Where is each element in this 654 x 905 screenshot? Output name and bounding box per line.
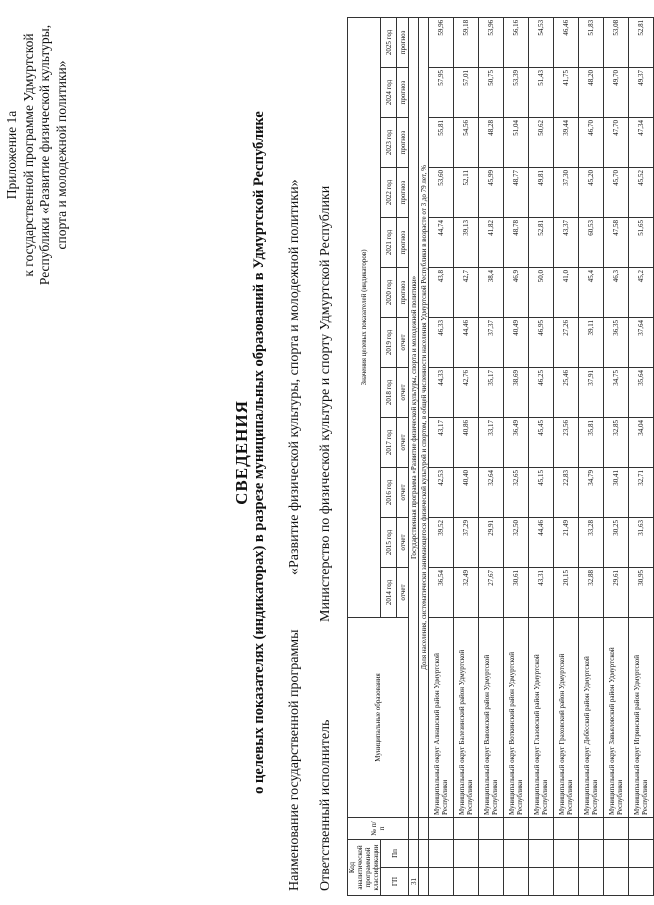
value-cell: 32,49	[454, 568, 479, 618]
document-subtitle: о целевых показателях (индикаторах) в разрезе муниципальных образований в Удмуртской Республике	[251, 111, 267, 794]
year-header: 2020 год	[381, 268, 397, 318]
value-cell: 38,69	[504, 368, 529, 418]
value-cell: 50,62	[529, 118, 554, 168]
value-cell: 52,11	[454, 168, 479, 218]
value-cell: 23,56	[554, 418, 579, 468]
value-cell: 27,26	[554, 318, 579, 368]
value-cell: 35,81	[579, 418, 604, 468]
value-cell: 52,81	[629, 17, 654, 67]
empty-cell	[504, 818, 529, 840]
value-cell: 32,71	[629, 468, 654, 518]
program-row	[409, 17, 419, 895]
empty-cell	[454, 868, 479, 896]
year-type: прогноз	[397, 268, 409, 318]
value-cell: 42,76	[454, 368, 479, 418]
value-cell: 41,75	[554, 68, 579, 118]
value-cell: 30,61	[504, 568, 529, 618]
value-cell: 41,0	[554, 268, 579, 318]
value-cell: 51,65	[629, 218, 654, 268]
value-cell: 46,3	[604, 268, 629, 318]
year-type: прогноз	[397, 118, 409, 168]
value-cell: 21,49	[554, 518, 579, 568]
year-type: прогноз	[397, 168, 409, 218]
empty-cell	[479, 840, 504, 868]
value-cell: 35,17	[479, 368, 504, 418]
value-cell: 50,75	[479, 68, 504, 118]
year-type: отчет	[397, 418, 409, 468]
value-cell: 60,53	[579, 218, 604, 268]
value-cell: 53,60	[429, 168, 454, 218]
table-row	[629, 17, 654, 895]
value-cell: 51,83	[579, 17, 604, 67]
empty-cell	[629, 868, 654, 896]
value-cell: 36,49	[504, 418, 529, 468]
value-cell: 30,95	[629, 568, 654, 618]
value-cell: 45,2	[629, 268, 654, 318]
empty-cell	[529, 840, 554, 868]
value-cell: 33,17	[479, 418, 504, 468]
year-type: отчет	[397, 318, 409, 368]
value-cell: 37,29	[454, 518, 479, 568]
executor-value: Министерство по физической культуре и спорту Удмуртской Республики	[318, 185, 333, 622]
value-cell: 46,9	[504, 268, 529, 318]
municipality-name: Муниципальный округ Завьяловский район Удмуртской Республики	[604, 618, 629, 818]
value-cell: 59,18	[454, 17, 479, 67]
empty-cell	[579, 840, 604, 868]
value-cell: 53,96	[479, 17, 504, 67]
value-cell: 53,39	[504, 68, 529, 118]
year-header: 2017 год	[381, 418, 397, 468]
empty-cell	[554, 840, 579, 868]
appendix-line: к государственной программе Удмуртской	[20, 33, 36, 277]
value-cell: 53,08	[604, 17, 629, 67]
value-cell: 57,95	[429, 68, 454, 118]
value-cell: 43,37	[554, 218, 579, 268]
year-header: 2014 год	[381, 568, 397, 618]
value-cell: 32,88	[579, 568, 604, 618]
indicator-row	[419, 17, 429, 895]
document-title: СВЕДЕНИЯ	[232, 400, 251, 505]
value-cell: 39,44	[554, 118, 579, 168]
year-header: 2016 год	[381, 468, 397, 518]
value-cell: 27,67	[479, 568, 504, 618]
table-row	[529, 17, 554, 895]
value-cell: 42,53	[429, 468, 454, 518]
year-header: 2019 год	[381, 318, 397, 368]
municipality-name: Муниципальный округ Балезинский район Удмуртской Республики	[454, 618, 479, 818]
value-cell: 51,43	[529, 68, 554, 118]
value-cell: 55,81	[429, 118, 454, 168]
value-cell: 47,34	[629, 118, 654, 168]
table-row	[454, 17, 479, 895]
value-cell: 54,53	[529, 17, 554, 67]
value-cell: 43,8	[429, 268, 454, 318]
value-cell: 39,52	[429, 518, 454, 568]
empty-cell	[554, 868, 579, 896]
value-cell: 30,41	[604, 468, 629, 518]
value-cell: 50,0	[529, 268, 554, 318]
year-type: прогноз	[397, 218, 409, 268]
value-cell: 49,70	[604, 68, 629, 118]
value-cell: 47,58	[604, 218, 629, 268]
value-cell: 49,81	[529, 168, 554, 218]
header-pp: Пп	[381, 840, 409, 868]
value-cell: 32,64	[479, 468, 504, 518]
value-cell: 32,65	[504, 468, 529, 518]
value-cell: 46,33	[429, 318, 454, 368]
value-cell: 44,74	[429, 218, 454, 268]
municipality-name: Муниципальный округ Игринский район Удмуртской Республики	[629, 618, 654, 818]
header-municipality: Муниципальные образования	[348, 618, 409, 818]
value-cell: 45,52	[629, 168, 654, 218]
value-cell: 42,7	[454, 268, 479, 318]
value-cell: 39,13	[454, 218, 479, 268]
value-cell: 20,15	[554, 568, 579, 618]
value-cell: 47,70	[604, 118, 629, 168]
value-cell: 34,04	[629, 418, 654, 468]
municipality-name: Муниципальный округ Дебёсский район Удмуртской Республики	[579, 618, 604, 818]
value-cell: 52,81	[529, 218, 554, 268]
empty-cell	[629, 840, 654, 868]
empty-cell	[529, 868, 554, 896]
indicators-table	[347, 17, 654, 896]
empty-cell	[579, 818, 604, 840]
value-cell: 44,33	[429, 368, 454, 418]
value-cell: 48,78	[504, 218, 529, 268]
value-cell: 40,49	[504, 318, 529, 368]
municipality-name: Муниципальный округ Глазовский район Удмуртской Республики	[529, 618, 554, 818]
value-cell: 32,50	[504, 518, 529, 568]
value-cell: 54,56	[454, 118, 479, 168]
program-title: Государственная программа «Развитие физической культуры, спорта и молодежной политики»	[409, 17, 419, 817]
value-cell: 22,83	[554, 468, 579, 518]
indicator-title: Доля населения, систематически занимающегося физической культурой и спортом, в общей численности населения Удмуртской Республики в возрасте от 3 до 79 лет, %	[419, 17, 429, 817]
value-cell: 44,46	[529, 518, 554, 568]
program-value: «Развитие физической культуры, спорта и молодежной политики»	[287, 179, 302, 575]
empty-cell	[419, 840, 429, 868]
empty-cell	[429, 840, 454, 868]
empty-cell	[604, 818, 629, 840]
value-cell: 37,30	[554, 168, 579, 218]
empty-cell	[529, 818, 554, 840]
value-cell: 48,28	[479, 118, 504, 168]
value-cell: 59,96	[429, 17, 454, 67]
table-row	[554, 17, 579, 895]
value-cell: 40,40	[454, 468, 479, 518]
year-header: 2025 год	[381, 17, 397, 67]
year-type: отчет	[397, 468, 409, 518]
table-row	[604, 17, 629, 895]
empty-cell	[419, 868, 429, 896]
municipality-name: Муниципальный округ Вавожский район Удмуртской Республики	[479, 618, 504, 818]
value-cell: 41,82	[479, 218, 504, 268]
empty-cell	[409, 818, 419, 840]
value-cell: 32,85	[604, 418, 629, 468]
table-row	[429, 17, 454, 895]
value-cell: 48,77	[504, 168, 529, 218]
value-cell: 57,01	[454, 68, 479, 118]
year-header: 2022 год	[381, 168, 397, 218]
appendix-line: спорта и молодежной политики»	[53, 60, 69, 250]
value-cell: 44,46	[454, 318, 479, 368]
year-type: отчет	[397, 568, 409, 618]
empty-cell	[429, 818, 454, 840]
value-cell: 40,86	[454, 418, 479, 468]
year-type: отчет	[397, 368, 409, 418]
value-cell: 36,54	[429, 568, 454, 618]
empty-cell	[554, 818, 579, 840]
year-type: отчет	[397, 518, 409, 568]
municipality-name: Муниципальный округ Граховский район Удмуртской Республики	[554, 618, 579, 818]
value-cell: 37,91	[579, 368, 604, 418]
value-cell: 46,70	[579, 118, 604, 168]
appendix-note	[4, 5, 70, 305]
value-cell: 29,61	[604, 568, 629, 618]
empty-cell	[579, 868, 604, 896]
value-cell: 45,70	[604, 168, 629, 218]
value-cell: 45,15	[529, 468, 554, 518]
header-code: Код аналитической программной классификации	[348, 840, 381, 896]
year-header: 2023 год	[381, 118, 397, 168]
value-cell: 36,35	[604, 318, 629, 368]
value-cell: 46,46	[554, 17, 579, 67]
program-label: Наименование государственной программы	[287, 629, 302, 891]
header-gp: ГП	[381, 868, 409, 896]
value-cell: 34,79	[579, 468, 604, 518]
value-cell: 37,64	[629, 318, 654, 368]
program-gp-code: 31	[409, 868, 419, 896]
appendix-line: Приложение 1а	[4, 110, 19, 200]
empty-cell	[604, 840, 629, 868]
table-row	[479, 17, 504, 895]
value-cell: 46,95	[529, 318, 554, 368]
empty-cell	[629, 818, 654, 840]
value-cell: 25,46	[554, 368, 579, 418]
appendix-line: Республики «Развитие физической культуры,	[37, 24, 52, 286]
value-cell: 48,20	[579, 68, 604, 118]
empty-cell	[479, 818, 504, 840]
empty-cell	[429, 868, 454, 896]
value-cell: 45,20	[579, 168, 604, 218]
value-cell: 51,04	[504, 118, 529, 168]
value-cell: 39,11	[579, 318, 604, 368]
executor-label: Ответственный исполнитель	[318, 719, 333, 891]
header-values: Значения целевых показателей (индикаторов)	[348, 17, 381, 617]
value-cell: 45,99	[479, 168, 504, 218]
year-header: 2018 год	[381, 368, 397, 418]
value-cell: 30,25	[604, 518, 629, 568]
value-cell: 56,16	[504, 17, 529, 67]
value-cell: 34,75	[604, 368, 629, 418]
empty-cell	[479, 868, 504, 896]
value-cell: 43,31	[529, 568, 554, 618]
year-header: 2024 год	[381, 68, 397, 118]
value-cell: 38,4	[479, 268, 504, 318]
value-cell: 45,4	[579, 268, 604, 318]
table-row	[504, 17, 529, 895]
value-cell: 31,63	[629, 518, 654, 568]
year-header: 2015 год	[381, 518, 397, 568]
municipality-name: Муниципальный округ Алнашский район Удмуртской Республики	[429, 618, 454, 818]
value-cell: 46,25	[529, 368, 554, 418]
value-cell: 43,17	[429, 418, 454, 468]
municipality-name: Муниципальный округ Воткинский район Удмуртской Республики	[504, 618, 529, 818]
value-cell: 35,64	[629, 368, 654, 418]
table-row	[579, 17, 604, 895]
empty-cell	[419, 818, 429, 840]
year-header: 2021 год	[381, 218, 397, 268]
empty-cell	[504, 868, 529, 896]
value-cell: 45,45	[529, 418, 554, 468]
value-cell: 49,37	[629, 68, 654, 118]
header-number: № п/п	[348, 818, 409, 840]
empty-cell	[604, 868, 629, 896]
value-cell: 33,28	[579, 518, 604, 568]
empty-cell	[504, 840, 529, 868]
empty-cell	[454, 840, 479, 868]
value-cell: 37,37	[479, 318, 504, 368]
year-type: прогноз	[397, 17, 409, 67]
value-cell: 29,91	[479, 518, 504, 568]
empty-cell	[409, 840, 419, 868]
year-type: прогноз	[397, 68, 409, 118]
empty-cell	[454, 818, 479, 840]
